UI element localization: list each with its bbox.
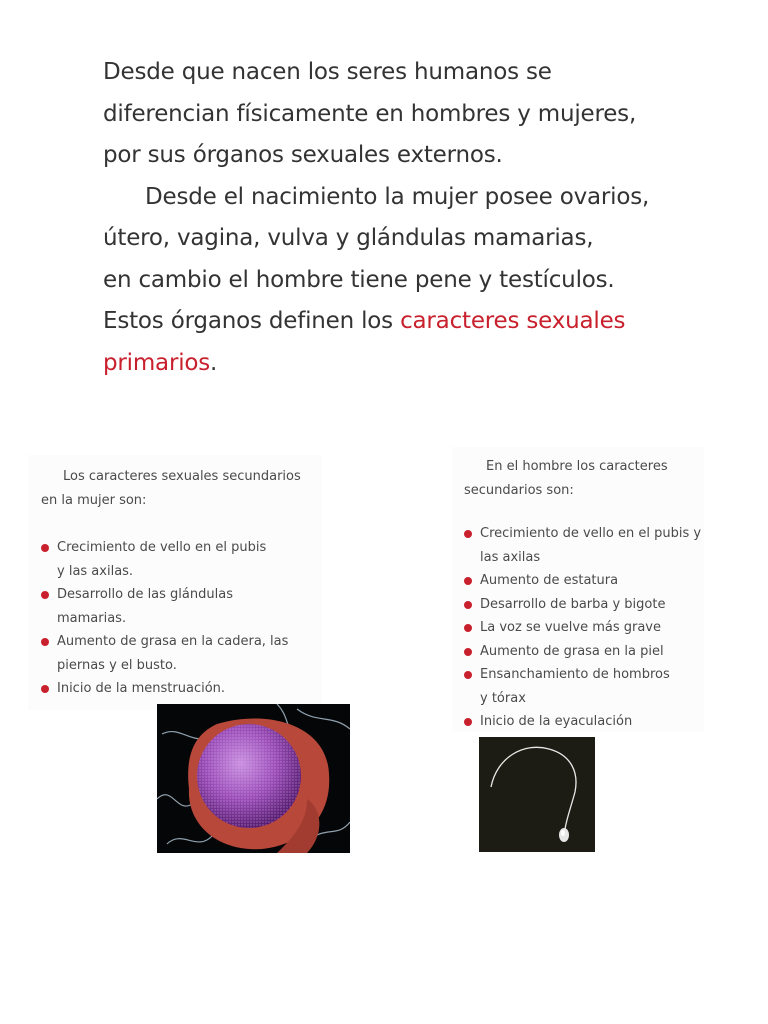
list-item-text: piernas y el busto. bbox=[57, 657, 177, 673]
list-item bbox=[464, 593, 701, 617]
intro-line: Desde el nacimiento la mujer posee ovarios, bbox=[145, 183, 650, 210]
list-item-text: Crecimiento de vello en el pubis y bbox=[480, 526, 702, 541]
bullet-dot bbox=[464, 601, 472, 609]
female-heading-line: en la mujer son: bbox=[41, 492, 147, 508]
list-item-text: Ensanchamiento de hombros bbox=[480, 667, 670, 682]
bullet-dot bbox=[41, 638, 49, 646]
sperm-cell-photo bbox=[479, 737, 595, 852]
list-item bbox=[41, 677, 288, 701]
list-item-text: La voz se vuelve más grave bbox=[480, 620, 662, 635]
intro-line: diferencian físicamente en hombres y mujeres, bbox=[103, 100, 637, 127]
bullet-dot bbox=[464, 530, 472, 538]
intro-line: en cambio el hombre tiene pene y testículos. bbox=[103, 266, 615, 293]
bullet-dot bbox=[464, 718, 472, 726]
list-item bbox=[464, 710, 701, 734]
list-item bbox=[464, 522, 701, 569]
list-item-text: Crecimiento de vello en el pubis bbox=[57, 540, 267, 555]
list-item-text: Inicio de la eyaculación bbox=[480, 714, 633, 729]
bullet-dot bbox=[464, 671, 472, 679]
egg-cell-photo bbox=[157, 704, 350, 853]
intro-line-last bbox=[103, 301, 703, 343]
bullet-dot bbox=[41, 685, 49, 693]
list-item-text: Aumento de estatura bbox=[480, 573, 619, 588]
egg-cell-illustration bbox=[157, 704, 350, 853]
list-item bbox=[41, 536, 288, 583]
list-item-text: las axilas bbox=[480, 549, 541, 565]
sperm-cell-illustration bbox=[479, 737, 595, 852]
intro-line-final bbox=[103, 343, 703, 385]
list-item bbox=[41, 630, 288, 677]
list-item-text: mamarias. bbox=[57, 610, 127, 626]
list-item-text: Desarrollo de las glándulas bbox=[57, 587, 233, 602]
list-item bbox=[464, 663, 701, 710]
female-list bbox=[41, 536, 288, 701]
list-item bbox=[464, 616, 701, 640]
intro-line: útero, vagina, vulva y glándulas mamarias, bbox=[103, 225, 594, 251]
list-item-text: Aumento de grasa en la cadera, las bbox=[57, 634, 289, 649]
female-heading-line: Los caracteres sexuales secundarios bbox=[63, 469, 301, 484]
intro-paragraph bbox=[103, 52, 703, 384]
list-item-text: y tórax bbox=[480, 690, 526, 706]
bullet-dot bbox=[464, 624, 472, 632]
highlight-term-cont: primarios bbox=[103, 349, 211, 376]
bullet-dot bbox=[41, 591, 49, 599]
intro-line-text: Estos órganos definen los bbox=[103, 308, 401, 334]
list-item-text: Desarrollo de barba y bigote bbox=[480, 596, 666, 612]
list-item bbox=[464, 569, 701, 593]
list-item-text: Inicio de la menstruación. bbox=[57, 681, 226, 696]
bullet-dot bbox=[464, 648, 472, 656]
male-list bbox=[464, 522, 701, 734]
bullet-dot bbox=[41, 544, 49, 552]
list-item-text: y las axilas. bbox=[57, 563, 134, 579]
male-heading-line: En el hombre los caracteres bbox=[486, 459, 668, 474]
intro-line: por sus órganos sexuales externos. bbox=[103, 142, 503, 168]
highlight-term: caracteres sexuales bbox=[400, 308, 626, 334]
male-heading bbox=[464, 455, 668, 502]
list-item bbox=[41, 583, 288, 630]
list-item-text: Aumento de grasa en la piel bbox=[480, 643, 664, 659]
bullet-dot bbox=[464, 577, 472, 585]
list-item bbox=[464, 640, 701, 664]
male-heading-line: secundarios son: bbox=[464, 482, 574, 498]
intro-period: . bbox=[210, 349, 218, 376]
intro-line: Desde que nacen los seres humanos se bbox=[103, 59, 552, 85]
female-heading bbox=[41, 465, 301, 512]
